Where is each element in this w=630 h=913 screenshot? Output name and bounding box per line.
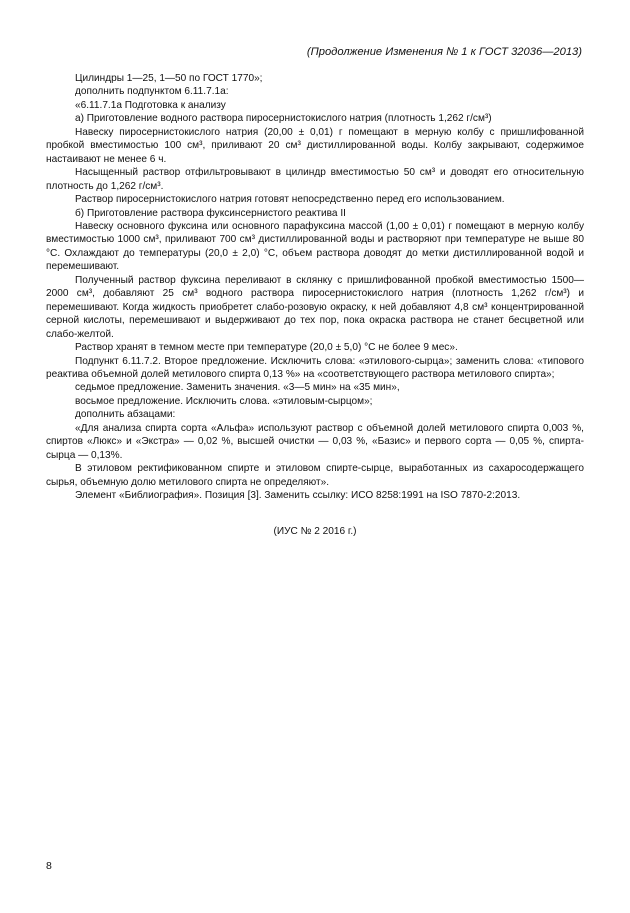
paragraph: седьмое предложение. Заменить значения. «3—5 мин» на «35 мин», (75, 382, 400, 394)
paragraph: В этиловом ректификованном спирте и этиловом спирте-сырце, выработанных из сахаросодержащего сырья, объемную долю метилового спирта не определяют». (46, 463, 584, 488)
page-number: 8 (46, 860, 52, 872)
paragraph: Насыщенный раствор отфильтровывают в цилиндр вместимостью 50 см³ и доводят его относительную плотность до 1,262 г/см³. (46, 167, 584, 192)
paragraph: Подпункт 6.11.7.2. Второе предложение. Исключить слова: «этилового-сырца»; заменить слова: «типового реактива объемной долей метилового спирта 0,13 %» на «соответствующего раствора метилового спирта»; (46, 355, 584, 380)
document-body (46, 72, 584, 503)
paragraph: восьмое предложение. Исключить слова. «этиловым-сырцом»; (75, 395, 373, 407)
paragraph: Раствор хранят в темном месте при температуре (20,0 ± 5,0) °С не более 9 мес». (75, 342, 458, 354)
paragraph: Полученный раствор фуксина переливают в склянку с пришлифованной пробкой вместимостью 1500—2000 см³, добавляют 25 см³ водного раствора пиросернистокислого натрия (плотность 1,262 г/см³) и перемешивают. Когда жидкость приобретет слабо-розовую окраску, к ней добавляют 4,8 см³ концентрированной серной кислоты, перемешивают и выдерживают до тех пор, пока окраска раствора не станет бесцветной или слабо-желтой. (46, 274, 584, 340)
paragraph: дополнить абзацами: (75, 409, 176, 421)
paragraph: а) Приготовление водного раствора пиросернистокислого натрия (плотность 1,262 г/см³) (75, 113, 492, 125)
paragraph: Цилиндры 1—25, 1—50 по ГОСТ 1770»; (75, 73, 263, 84)
paragraph: Навеску основного фуксина или основного парафуксина массой (1,00 ± 0,01) г помещают в мерную колбу вместимостью 1000 см³, приливают 700 см³ дистиллированной воды и растворяют при температуре не выше 80 °С. Охлаждают до температуры (20,0 ± 2,0) °С, объем раствора доводят до метки дистиллированной водой и перемешивают. (46, 220, 584, 273)
paragraph: «6.11.7.1а Подготовка к анализу (75, 99, 226, 111)
paragraph: Элемент «Библиография». Позиция [3]. Заменить ссылку: ИСО 8258:1991 на ISO 7870-2:2013. (75, 490, 521, 502)
paragraph: Раствор пиросернистокислого натрия готовят непосредственно перед его использованием. (75, 194, 505, 206)
source-note: (ИУС № 2 2016 г.) (273, 526, 357, 537)
paragraph: дополнить подпунктом 6.11.7.1а: (75, 86, 229, 98)
paragraph: «Для анализа спирта сорта «Альфа» используют раствор с объемной долей метилового спирта 0,003 %, спиртов «Люкс» и «Экстра» — 0,02 %, высшей очистки — 0,03 %, «Базис» и первого сорта — 0,05 %, спирта-сырца — 0,13%. (46, 422, 584, 461)
paragraph: б) Приготовление раствора фуксинсернистого реактива II (75, 207, 346, 219)
running-header: (Продолжение Изменения № 1 к ГОСТ 32036—2013) (306, 46, 582, 58)
paragraph: Навеску пиросернистокислого натрия (20,00 ± 0,01) г помещают в мерную колбу с пришлифованной пробкой вместимостью 100 см³, приливают 20 см³ дистиллированной воды. Колбу закрывают, содержимое настаивают не менее 6 ч. (46, 126, 584, 165)
